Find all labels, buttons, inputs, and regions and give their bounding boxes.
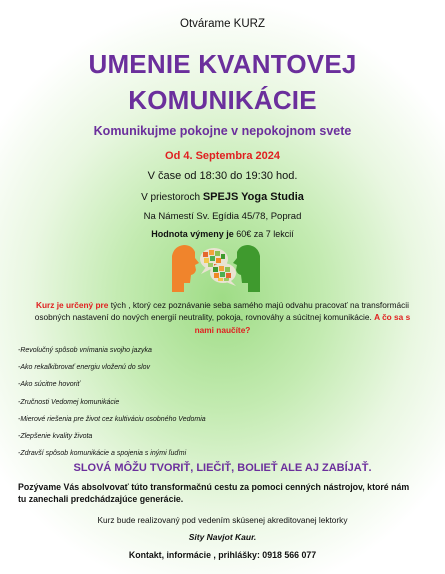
session-time: V čase od 18:30 do 19:30 hod. — [147, 170, 298, 182]
list-item: -Ako rekalkibrovať energiu vloženú do slov — [18, 364, 151, 372]
list-item: -Mierové riešenia pre život cez kultiváciu osobného Vedomia — [18, 415, 206, 423]
slogan: SLOVÁ MÔŽU TVORIŤ, LIEČIŤ, BOLIEŤ ALE AJ ZABÍJAŤ. — [73, 462, 372, 474]
venue — [0, 191, 445, 203]
course-title-line-2: KOMUNIKÁCIE — [128, 85, 317, 115]
topics-list — [18, 342, 318, 462]
list-item: -Zlepšenie kvality života — [18, 432, 93, 440]
course-price — [0, 229, 445, 239]
course-description — [30, 299, 415, 336]
description-question: A čo sa s nami naučíte? — [194, 312, 411, 335]
list-item: -Ako súcitne hovoriť — [18, 381, 81, 389]
description-text: tých , ktorý cez poznávanie seba samého majú odvahu pracovať na transformácii osobných nastavení do nových energií neutrality, pokoja, rovnováhy a súcitnej komunikácie. — [34, 300, 409, 323]
course-subtitle: Komunikujme pokojne v nepokojnom svete — [93, 124, 352, 138]
contact-info: Kontakt, informácie , prihlášky: 0918 566 077 — [128, 550, 317, 560]
start-date: Od 4. Septembra 2024 — [165, 150, 280, 162]
lecturer-intro: Kurz bude realizovaný pod vedením skúsenej akreditovanej lektorky — [97, 515, 348, 525]
price-label: Hodnota výmeny je — [151, 229, 234, 239]
venue-prefix: V priestoroch — [141, 192, 203, 203]
list-item: -Zručnosti Vedomej komunikácie — [18, 398, 120, 406]
intro-text: Otvárame KURZ — [180, 18, 265, 30]
list-item: -Zdravší spôsob komunikácie a spojenia s inými ľuďmi — [18, 450, 187, 458]
venue-address: Na Námestí Sv. Egídia 45/78, Poprad — [143, 211, 302, 222]
course-title — [0, 46, 445, 118]
venue-name: SPEJS Yoga Studia — [202, 191, 304, 203]
invitation-text: Pozývame Vás absolvovať túto transformačnú cestu za pomoci cenných nástrojov, ktoré nám tu zanechali predchádzajúce generácie. — [18, 482, 410, 504]
list-item: -Revolučný spôsob vnímania svojho jazyka — [18, 347, 152, 354]
description-highlight: Kurz je určený pre — [36, 300, 109, 310]
two-heads-speech-bubbles-icon — [170, 242, 262, 292]
course-title-line-1: UMENIE KVANTOVEJ — [88, 49, 357, 79]
price-value: 60€ za 7 lekcií — [233, 229, 294, 239]
lecturer-name: Sity Navjot Kaur. — [188, 532, 257, 542]
